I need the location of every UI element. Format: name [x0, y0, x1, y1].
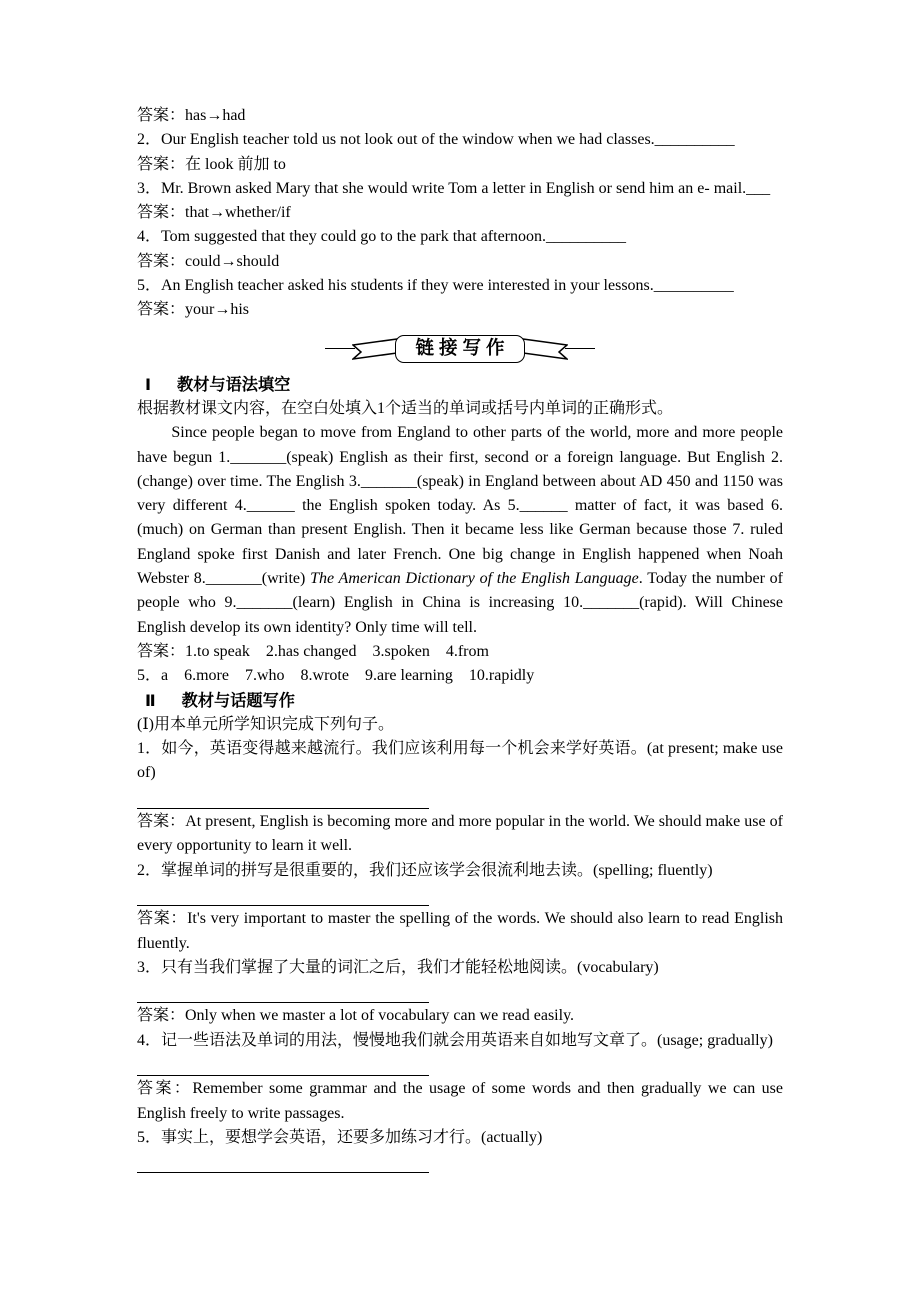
section1-instructions: 根据教材课文内容，在空白处填入1个适当的单词或括号内单词的正确形式。: [137, 399, 674, 417]
writing-item-prompt: 2．掌握单词的拼写是很重要的，我们还应该学会很流利地去读。(spelling; fluently): [137, 861, 713, 879]
question-line: 2．Our English teacher told us not look out of the window when we had classes.__________: [137, 131, 735, 149]
writing-item-prompt: 3．只有当我们掌握了大量的词汇之后，我们才能轻松地阅读。(vocabulary): [137, 958, 659, 976]
writing-item-prompt: 4．记一些语法及单词的用法，慢慢地我们就会用英语来自如地写文章了。(usage; gradually): [137, 1031, 773, 1049]
section2-title: 教材与话题写作: [181, 690, 295, 710]
writing-item-answer: 答案：It's very important to master the spelling of the words. We should also learn to read English fluently.: [137, 910, 783, 952]
grammar-passage: [137, 421, 783, 640]
passage-part1: Since people began to move from England to other parts of the world, more and more people have begun 1._______(speak) English as their first, second or a foreign language. But English 2. (change) over time. The English 3._______(speak) in England between about AD 450 and 1150 was very different 4.______ the English spoken today. As 5.______ matter of fact, it was based 6. (much) on German than present English. Then it became less like German because those 7. ruled England spoke first Danish and later French. One big change in English happened when Noah Webster 8._______(write): [137, 424, 783, 588]
passage-part2: . Today the number of people who 9._______(learn) English in China is increasing 10._______(rapid). Will Chinese English develop its own identity? Only time will tell.: [137, 570, 783, 636]
passage-book-title: The American Dictionary of the English Language: [310, 570, 639, 588]
blank-rule: [137, 786, 429, 809]
answer-line: 答案：could→should: [137, 252, 280, 270]
writing-item-prompt: 1．如今，英语变得越来越流行。我们应该利用每一个机会来学好英语。(at present; make use of): [137, 740, 783, 782]
banner-rule-left: [325, 348, 355, 349]
blank-rule: [137, 980, 429, 1003]
section1-heading: [137, 373, 783, 397]
answer-blank-line: [137, 1150, 783, 1174]
section1-title: 教材与语法填空: [177, 374, 291, 394]
answer-blank-line: [137, 786, 783, 810]
grammar-answers-line: 答案：1.to speak 2.has changed 3.spoken 4.from: [137, 642, 489, 660]
section2-subheading: (Ⅰ)用本单元所学知识完成下列句子。: [137, 715, 394, 733]
section2-numeral: Ⅱ: [145, 690, 156, 710]
question-line: 3．Mr. Brown asked Mary that she would write Tom a letter in English or send him an e- mail.___: [137, 179, 771, 197]
answer-line: 答案：that→whether/if: [137, 204, 291, 222]
answer-blank-line: [137, 980, 783, 1004]
answer-blank-line: [137, 1053, 783, 1077]
section2-heading: [137, 689, 783, 713]
writing-item-prompt: 5．事实上，要想学会英语，还要多加练习才行。(actually): [137, 1128, 543, 1146]
answer-line: 答案：your→his: [137, 301, 250, 319]
section-banner: [137, 334, 783, 364]
question-line: 4．Tom suggested that they could go to the park that afternoon.__________: [137, 228, 627, 246]
writing-item-answer: 答案：Remember some grammar and the usage of some words and then gradually we can use English freely to write passages.: [137, 1080, 783, 1122]
question-line: 5．An English teacher asked his students if they were interested in your lessons.__________: [137, 277, 734, 295]
answer-line: 答案：has→had: [137, 107, 246, 124]
blank-rule: [137, 1150, 429, 1173]
writing-item-answer: 答案：Only when we master a lot of vocabulary can we read easily.: [137, 1007, 575, 1025]
blank-rule: [137, 883, 429, 906]
banner-title: 链接写作: [395, 335, 524, 363]
writing-item-answer: 答案：At present, English is becoming more and more popular in the world. We should make use of every opportunity to learn it well.: [137, 813, 783, 855]
banner-ribbon-right-icon: [522, 336, 568, 362]
answer-line: 答案：在 look 前加 to: [137, 155, 286, 173]
banner-ribbon-left-icon: [352, 336, 398, 362]
banner-rule-right: [565, 348, 595, 349]
blank-rule: [137, 1053, 429, 1076]
grammar-answers-line: 5．a 6.more 7.who 8.wrote 9.are learning 10.rapidly: [137, 667, 535, 685]
answer-blank-line: [137, 883, 783, 907]
section1-numeral: Ⅰ: [145, 374, 152, 394]
corrections-block: [137, 104, 783, 323]
